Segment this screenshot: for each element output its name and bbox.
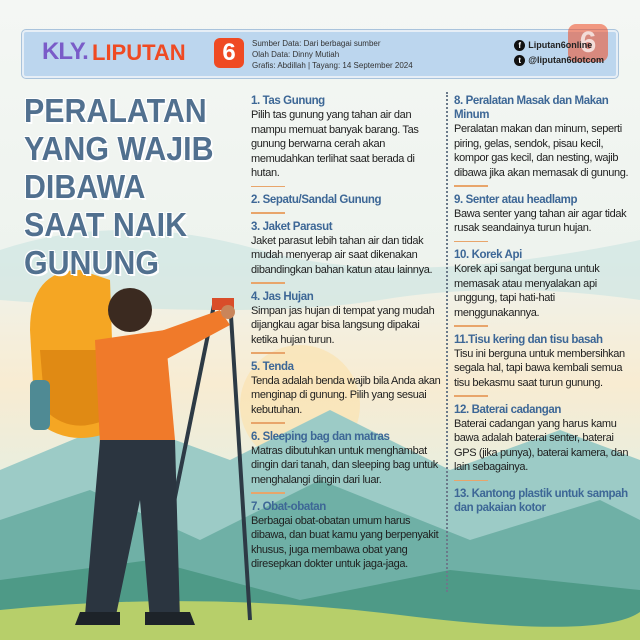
item-separator bbox=[251, 352, 285, 354]
list-item bbox=[251, 94, 443, 187]
item-title: 8. Peralatan Masak dan Makan Minum bbox=[454, 95, 609, 121]
list-item bbox=[454, 333, 638, 397]
facebook-handle: Liputan6online bbox=[528, 40, 593, 50]
list-item bbox=[454, 403, 638, 482]
item-title: 5. Tenda bbox=[251, 360, 294, 373]
kly-logo: KLY. bbox=[42, 38, 88, 65]
twitter-handle: @liputan6dotcom bbox=[528, 55, 604, 65]
title-line: PERALATAN bbox=[24, 92, 207, 129]
item-description: Tenda adalah benda wajib bila Anda akan menginap di gunung. Pilih yang sesuai kebutuhan. bbox=[251, 374, 441, 416]
item-title: 9. Senter atau headlamp bbox=[454, 193, 578, 206]
item-description: Baterai cadangan yang harus kamu bawa adalah baterai senter, baterai GPS (jika punya), baterai kamera, dan lain sebagainya. bbox=[454, 417, 629, 473]
liputan6-logo-text: LIPUTAN bbox=[92, 40, 186, 65]
item-separator bbox=[251, 422, 285, 424]
item-title: 10. Korek Api bbox=[454, 249, 522, 261]
item-title: 6. Sleeping bag dan matras bbox=[251, 430, 390, 443]
list-item bbox=[251, 500, 443, 572]
list-item bbox=[454, 248, 638, 327]
graphics-text: Grafis: Abdillah | Tayang: 14 September 2024 bbox=[252, 61, 413, 70]
credits bbox=[252, 38, 413, 71]
list-item bbox=[251, 360, 443, 424]
item-description: Tisu ini berguna untuk membersihkan segala hal, tapi bawa kembali semua tisu bekasmu saat turun gunung. bbox=[454, 347, 625, 389]
item-description: Jaket parasut lebih tahan air dan tidak mudah menyerap air saat dikenakan dibandingkan bahan katun atau lainnya. bbox=[251, 234, 433, 276]
title-line: DIBAWA bbox=[24, 168, 146, 205]
list-item bbox=[251, 430, 443, 494]
column-divider bbox=[446, 92, 448, 592]
items-column-right bbox=[454, 94, 638, 521]
item-title: 3. Jaket Parasut bbox=[251, 220, 333, 233]
item-title: 2. Sepatu/Sandal Gunung bbox=[251, 194, 382, 206]
item-separator bbox=[454, 241, 488, 243]
list-item bbox=[454, 193, 638, 243]
item-separator bbox=[251, 212, 285, 214]
items-column-left bbox=[251, 94, 443, 578]
item-description: Peralatan makan dan minum, seperti piring, gelas, sendok, pisau kecil, kompor gas kecil, dan nesting, wajib dibawa jika akan memasak di gunung. bbox=[454, 123, 629, 179]
liputan6-watermark-logo: 6 bbox=[568, 24, 608, 62]
list-item bbox=[454, 94, 638, 187]
item-separator bbox=[251, 282, 285, 284]
twitter-icon: t bbox=[514, 55, 525, 66]
title-line: SAAT NAIK bbox=[24, 206, 188, 243]
item-title: 7. Obat-obatan bbox=[251, 500, 326, 513]
item-separator bbox=[251, 186, 285, 188]
item-description: Korek api sangat berguna untuk memasak atau menyalakan api unggung, tapi hati-hati menggunakannya. bbox=[454, 263, 600, 319]
item-title: 13. Kantong plastik untuk sampah dan pakaian kotor bbox=[454, 488, 628, 514]
item-separator bbox=[454, 480, 488, 482]
social-links bbox=[514, 38, 604, 68]
item-separator bbox=[454, 325, 488, 327]
page-title bbox=[24, 92, 214, 282]
item-description: Pilih tas gunung yang tahan air dan mampu memuat banyak barang. Tas gunung berwarna cerah akan memudahkan terlihat saat berada di hutan. bbox=[251, 109, 419, 179]
header-bar bbox=[22, 26, 618, 78]
list-item bbox=[251, 220, 443, 284]
data-by-text: Olah Data: Dinny Mutiah bbox=[252, 50, 340, 59]
twitter-link[interactable] bbox=[514, 53, 604, 68]
item-description: Simpan jas hujan di tempat yang mudah dijangkau agar bisa langsung dipakai ketika hujan turun. bbox=[251, 304, 435, 346]
item-separator bbox=[251, 492, 285, 494]
item-separator bbox=[454, 185, 488, 187]
item-description: Bawa senter yang tahan air agar tidak rusak seandainya turun hujan. bbox=[454, 207, 627, 234]
item-description: Berbagai obat-obatan umum harus dibawa, dan buat kamu yang berpenyakit khusus, juga membawa obat yang diresepkan dokter untuk jaga-jaga. bbox=[251, 514, 439, 570]
item-title: 4. Jas Hujan bbox=[251, 290, 314, 303]
title-line: GUNUNG bbox=[24, 244, 159, 281]
item-separator bbox=[454, 395, 488, 397]
list-item bbox=[251, 193, 443, 214]
facebook-link[interactable] bbox=[514, 38, 604, 53]
item-title: 11.Tisu kering dan tisu basah bbox=[454, 333, 603, 346]
item-title: 1. Tas Gunung bbox=[251, 95, 325, 107]
list-item bbox=[251, 290, 443, 354]
item-description: Matras dibutuhkan untuk menghambat dingin dari tanah, dan sleeping bag untuk menghalangi dingin dari luar. bbox=[251, 444, 438, 486]
facebook-icon: f bbox=[514, 40, 525, 51]
liputan6-logo-badge: 6 bbox=[214, 38, 244, 68]
item-title: 12. Baterai cadangan bbox=[454, 403, 562, 416]
source-text: Sumber Data: Dari berbagai sumber bbox=[252, 39, 381, 48]
list-item bbox=[454, 487, 638, 515]
title-line: YANG WAJIB bbox=[24, 130, 214, 167]
